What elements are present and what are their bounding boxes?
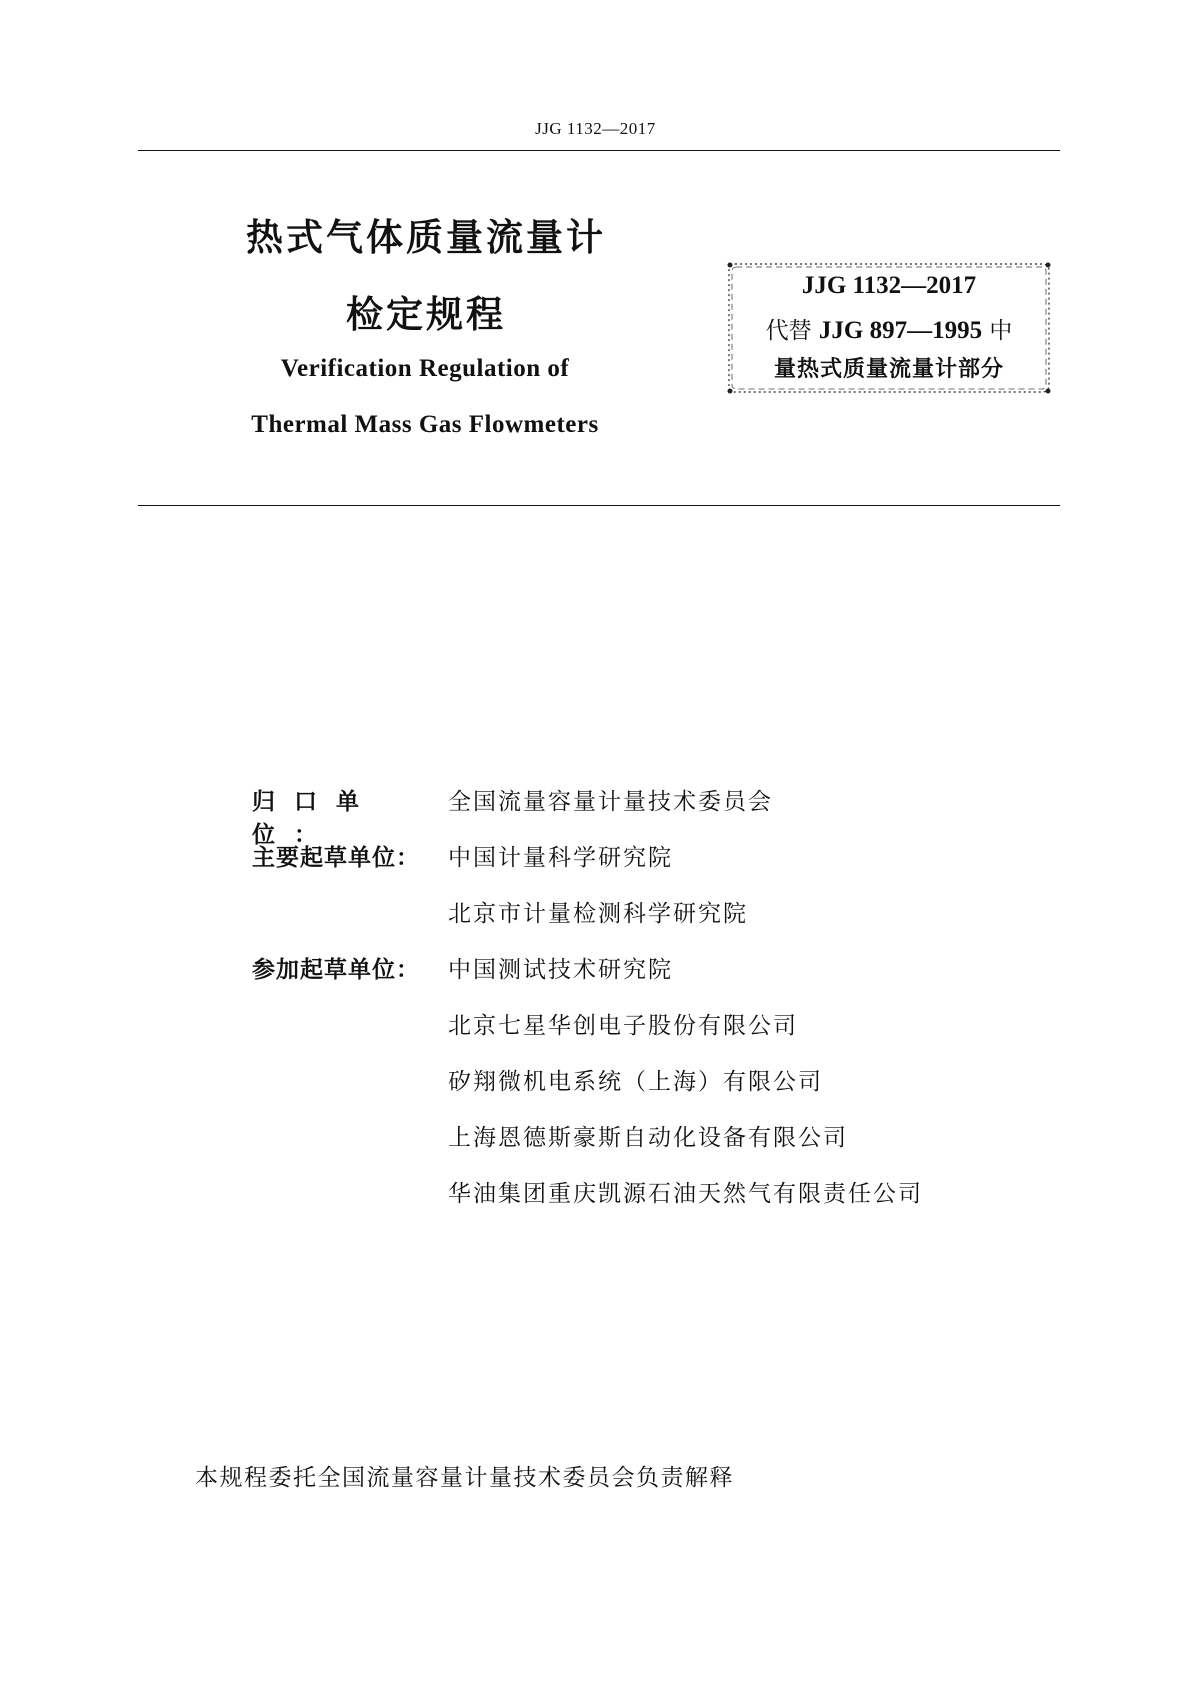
code-box-replaced-code: JJG 897—1995 (818, 317, 983, 344)
title-chinese-line-1: 热式气体质量流量计 (246, 216, 606, 259)
interpretation-note: 本规程委托全国流量容量计量技术委员会负责解释 (195, 1465, 734, 1491)
participating-drafting-label: 参加起草单位： (252, 957, 420, 983)
code-box-replaces-prefix: 代替 (765, 318, 812, 344)
code-box-replaces-suffix: 中 (989, 318, 1013, 344)
bottom-divider (138, 505, 1060, 506)
main-drafting-label: 主要起草单位： (252, 845, 420, 871)
code-box-replaced-part: 量热式质量流量计部分 (773, 357, 1004, 382)
responsible-unit-label: 归口单位： (252, 789, 378, 848)
participating-drafting-unit: 矽翔微机电系统（上海）有限公司 (448, 1069, 823, 1095)
header-standard-code: JJG 1132—2017 (535, 119, 656, 138)
code-box-replaces (725, 312, 1053, 345)
main-drafting-unit: 中国计量科学研究院 (448, 845, 673, 871)
title-english-line-1: Verification Regulation of (280, 355, 570, 382)
code-box-current-code: JJG 1132—2017 (801, 272, 977, 299)
responsible-unit-value: 全国流量容量计量技术委员会 (448, 789, 773, 815)
standard-code-box (725, 260, 1053, 396)
participating-drafting-unit: 北京七星华创电子股份有限公司 (448, 1013, 798, 1039)
title-chinese-line-2: 检定规程 (346, 293, 506, 336)
main-drafting-unit: 北京市计量检测科学研究院 (448, 901, 748, 927)
participating-drafting-unit: 中国测试技术研究院 (448, 957, 673, 983)
top-divider (138, 150, 1060, 151)
participating-drafting-unit: 华油集团重庆凯源石油天然气有限责任公司 (448, 1181, 923, 1207)
participating-drafting-unit: 上海恩德斯豪斯自动化设备有限公司 (448, 1125, 848, 1151)
title-english-line-2: Thermal Mass Gas Flowmeters (251, 411, 599, 438)
